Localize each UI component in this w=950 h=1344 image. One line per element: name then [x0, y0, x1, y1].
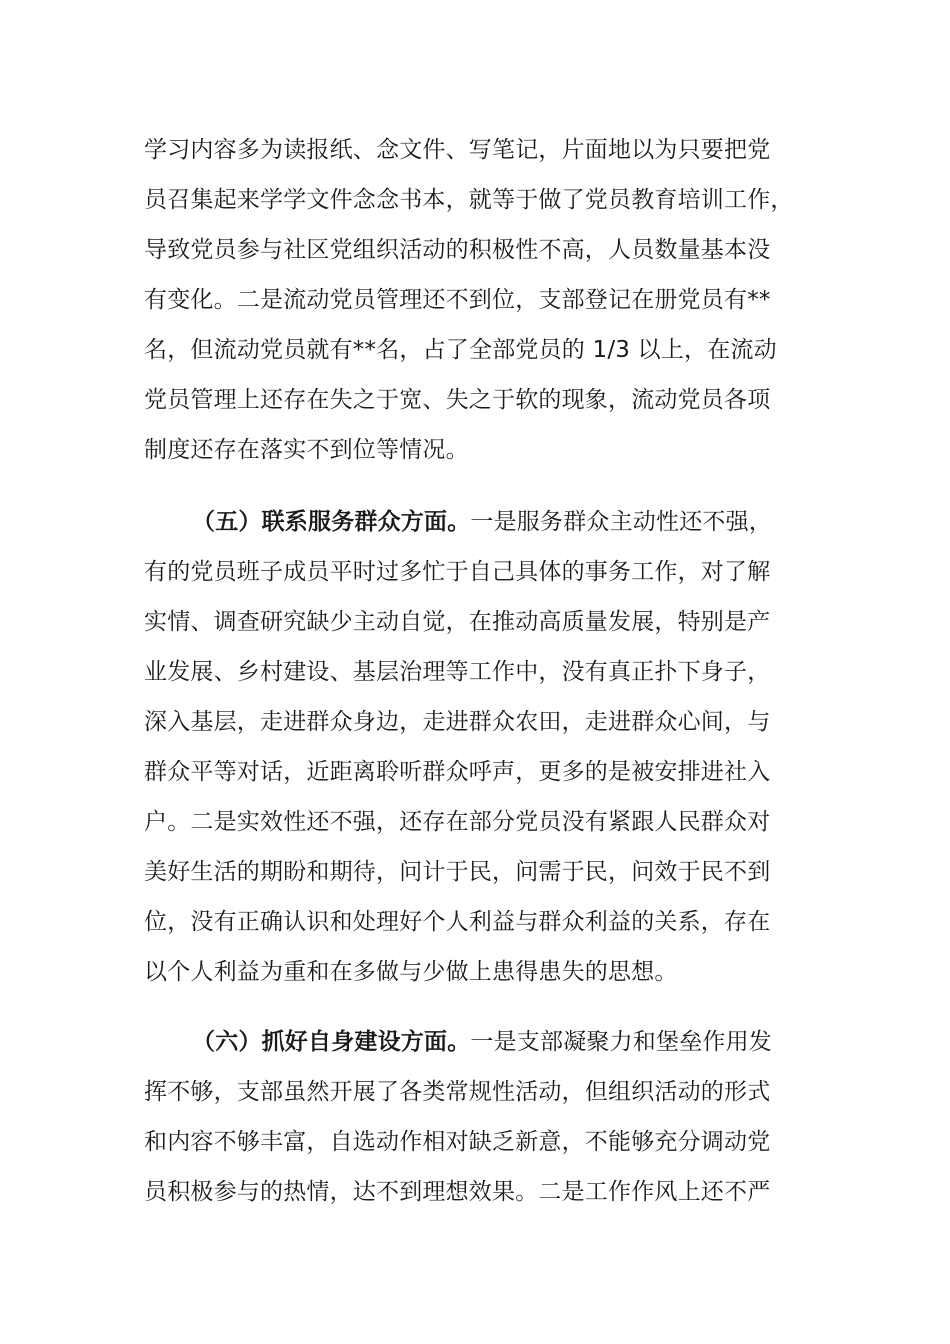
section-five-first-line-text: 一是服务群众主动性还不强， — [470, 509, 773, 535]
text-line: 名，但流动党员就有**名，占了全部党员的 1/3 以上，在流动 — [144, 337, 777, 363]
text-line: 和内容不够丰富，自选动作相对缺乏新意，不能够充分调动党 — [144, 1129, 771, 1155]
text-line: 美好生活的期盼和期待，问计于民，问需于民，问效于民不到 — [144, 859, 771, 885]
text-line: 位，没有正确认识和处理好个人利益与群众利益的关系，存在 — [144, 909, 771, 935]
text-line: 制度还存在落实不到位等情况。 — [144, 437, 469, 463]
text-line: 导致党员参与社区党组织活动的积极性不高，人员数量基本没 — [144, 237, 771, 263]
text-line: 深入基层，走进群众身边，走进群众农田，走进群众心间，与 — [144, 709, 771, 735]
text-line: 党员管理上还存在失之于宽、失之于软的现象，流动党员各项 — [144, 387, 771, 413]
section-five-heading: （五）联系服务群众方面。 — [192, 509, 471, 535]
text-line: 有变化。二是流动党员管理还不到位，支部登记在册党员有** — [144, 287, 771, 313]
text-line: 以个人利益为重和在多做与少做上患得患失的思想。 — [144, 959, 678, 985]
text-line: 业发展、乡村建设、基层治理等工作中，没有真正扑下身子， — [144, 659, 771, 685]
text-line: 员召集起来学学文件念念书本，就等于做了党员教育培训工作， — [144, 187, 794, 213]
section-six-first-line-text: 一是支部凝聚力和堡垒作用发 — [470, 1029, 773, 1055]
text-line: 学习内容多为读报纸、念文件、写笔记，片面地以为只要把党 — [144, 137, 771, 163]
section-five-first-line — [144, 506, 772, 538]
text-line: 员积极参与的热情，达不到理想效果。二是工作作风上还不严 — [144, 1179, 771, 1205]
text-line: 户。二是实效性还不强，还存在部分党员没有紧跟人民群众对 — [144, 809, 771, 835]
text-line: 实情、调查研究缺少主动自觉，在推动高质量发展，特别是产 — [144, 609, 771, 635]
section-six-heading: （六）抓好自身建设方面。 — [192, 1029, 471, 1055]
section-six-first-line — [144, 1026, 772, 1058]
text-line: 挥不够，支部虽然开展了各类常规性活动，但组织活动的形式 — [144, 1079, 771, 1105]
text-line: 群众平等对话，近距离聆听群众呼声，更多的是被安排进社入 — [144, 759, 771, 785]
text-line: 有的党员班子成员平时过多忙于自己具体的事务工作，对了解 — [144, 559, 771, 585]
